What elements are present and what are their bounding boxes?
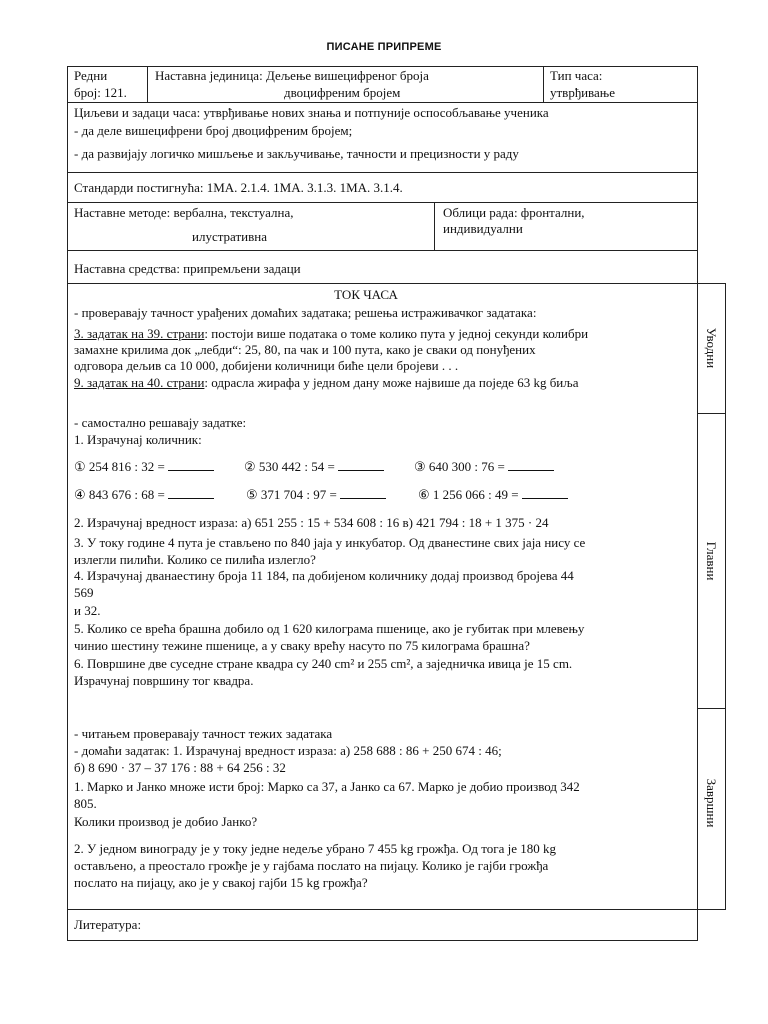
methods-line1: Наставне методе: вербална, текстуална, bbox=[74, 205, 294, 220]
intro-line1: - проверавају тачност урађених домаћих задатака; решења истраживачког задатака: bbox=[74, 305, 537, 320]
literature: Литература: bbox=[74, 917, 142, 932]
ordinal-label: Редни bbox=[74, 68, 108, 83]
exercise-1: ① 254 816 : 32 = bbox=[74, 458, 214, 475]
lesson-unit-line1: Наставна јединица: Дељење вишецифреног броја bbox=[155, 68, 429, 83]
intro-task-ref-39: 3. задатак на 39. страни bbox=[74, 326, 205, 341]
goals-line3: - да развијају логичко мишљење и закључивање, тачности и прецизности у раду bbox=[74, 146, 519, 161]
intro-line3: замахне крилима док „лебди“: 25, 80, па чак и 100 пута, како је сваки од понуђених bbox=[74, 342, 536, 357]
main-task6-line2: Израчунај површину тог квадра. bbox=[74, 673, 254, 688]
exercise-6: ⑥ 1 256 066 : 49 = bbox=[418, 486, 568, 503]
intro-task-ref-40: 9. задатак на 40. страни bbox=[74, 375, 205, 390]
closing-line1: - читањем проверавају тачност тежих задатака bbox=[74, 726, 333, 741]
main-intro: - самостално решавају задатке: bbox=[74, 415, 247, 430]
closing-task2-line3: послато на пијацу, ако је у свакој гајби 15 kg грожђа? bbox=[74, 875, 368, 890]
methods-line2: илустративна bbox=[192, 229, 267, 244]
main-task3-line2: излегли пилићи. Колико се пилића излегло? bbox=[74, 552, 316, 567]
main-task4-line3: и 32. bbox=[74, 603, 101, 618]
main-task4-line1: 4. Израчунај дванаестину броја 11 184, па добијеном количнику додај производ бројева 44 bbox=[74, 568, 574, 583]
exercise-4: ④ 843 676 : 68 = bbox=[74, 486, 214, 503]
exercise-2: ② 530 442 : 54 = bbox=[244, 458, 384, 475]
exercise-5: ⑤ 371 704 : 97 = bbox=[246, 486, 386, 503]
lesson-type-label: Тип часа: bbox=[550, 68, 603, 83]
closing-task1-line2: 805. bbox=[74, 796, 97, 811]
closing-task1-line3: Колики производ је добио Јанко? bbox=[74, 814, 258, 829]
standards: Стандарди постигнућа: 1МА. 2.1.4. 1МА. 3.1.3. 1МА. 3.1.4. bbox=[74, 180, 403, 195]
main-task1: 1. Израчунај количник: bbox=[74, 432, 202, 447]
teaching-aids: Наставна средства: припремљени задаци bbox=[74, 261, 301, 276]
lesson-flow-heading: ТОК ЧАСА bbox=[334, 287, 398, 302]
closing-task1-line1: 1. Марко и Јанко множе исти број: Марко са 37, а Јанко са 67. Марко је добио производ 342 bbox=[74, 779, 580, 794]
work-forms-line2: индивидуални bbox=[443, 221, 523, 236]
main-task5-line1: 5. Колико се врећа брашна добило од 1 620 килограма пшенице, ако је губитак при млевењу bbox=[74, 621, 585, 636]
side-label-closing: Завршни bbox=[704, 778, 719, 828]
goals-line1: Циљеви и задаци часа: утврђивање нових знања и потпуније оспособљавање ученика bbox=[74, 105, 549, 120]
main-task3-line1: 3. У току године 4 пута је стављено по 840 јаја у инкубатор. Од дванестине свих јаја нису се bbox=[74, 535, 586, 550]
intro-line4: одговора дељив са 10 000, добијени количници биће цели бројеви . . . bbox=[74, 358, 459, 373]
side-label-main: Главни bbox=[704, 541, 719, 581]
side-label-introductory: Уводни bbox=[704, 327, 719, 369]
closing-homework: - домаћи задатак: 1. Израчунај вредност израза: а) 258 688 : 86 + 250 674 : 46; bbox=[74, 743, 502, 758]
lesson-type-value: утврђивање bbox=[550, 85, 615, 100]
main-task5-line2: чинио шестину тежине пшенице, а у сваку врећу насуто по 75 килограма брашна? bbox=[74, 638, 530, 653]
exercise-3: ③ 640 300 : 76 = bbox=[414, 458, 554, 475]
intro-line5-text: : одрасла жирафа у једном дану може највише да поједе 63 kg биља bbox=[204, 375, 579, 390]
goals-line2: - да деле вишецифрени број двоцифреним бројем; bbox=[74, 123, 353, 138]
closing-homework-b: б) 8 690 · 37 – 37 176 : 88 + 64 256 : 32 bbox=[74, 760, 286, 775]
closing-task2-line2: остављено, а преостало грожђе је у гајбама послато на пијацу. Колико је гајби грожђа bbox=[74, 858, 549, 873]
lesson-unit-line2: двоцифреним бројем bbox=[284, 85, 401, 100]
intro-line2 bbox=[74, 326, 588, 342]
page-title: ПИСАНЕ ПРИПРЕМЕ bbox=[326, 41, 442, 53]
work-forms-line1: Облици рада: фронтални, bbox=[443, 205, 585, 220]
intro-line5 bbox=[74, 375, 579, 391]
closing-task2-line1: 2. У једном винограду је у току једне недеље убрано 7 455 kg грожђа. Од тога је 180 kg bbox=[74, 841, 557, 856]
main-task2: 2. Израчунај вредност израза: а) 651 255 : 15 + 534 608 : 16 в) 421 794 : 18 + 1 375 · 24 bbox=[74, 515, 549, 530]
main-task4-line2: 569 bbox=[74, 585, 94, 600]
ordinal-number: број: 121. bbox=[74, 85, 127, 100]
intro-line2-text: : постоји више података о томе колико пута у једној секунди колибри bbox=[204, 326, 589, 341]
main-task6-line1: 6. Површине две суседне стране квадра су 240 cm² и 255 cm², а заједничка ивица је 15 cm. bbox=[74, 656, 573, 671]
